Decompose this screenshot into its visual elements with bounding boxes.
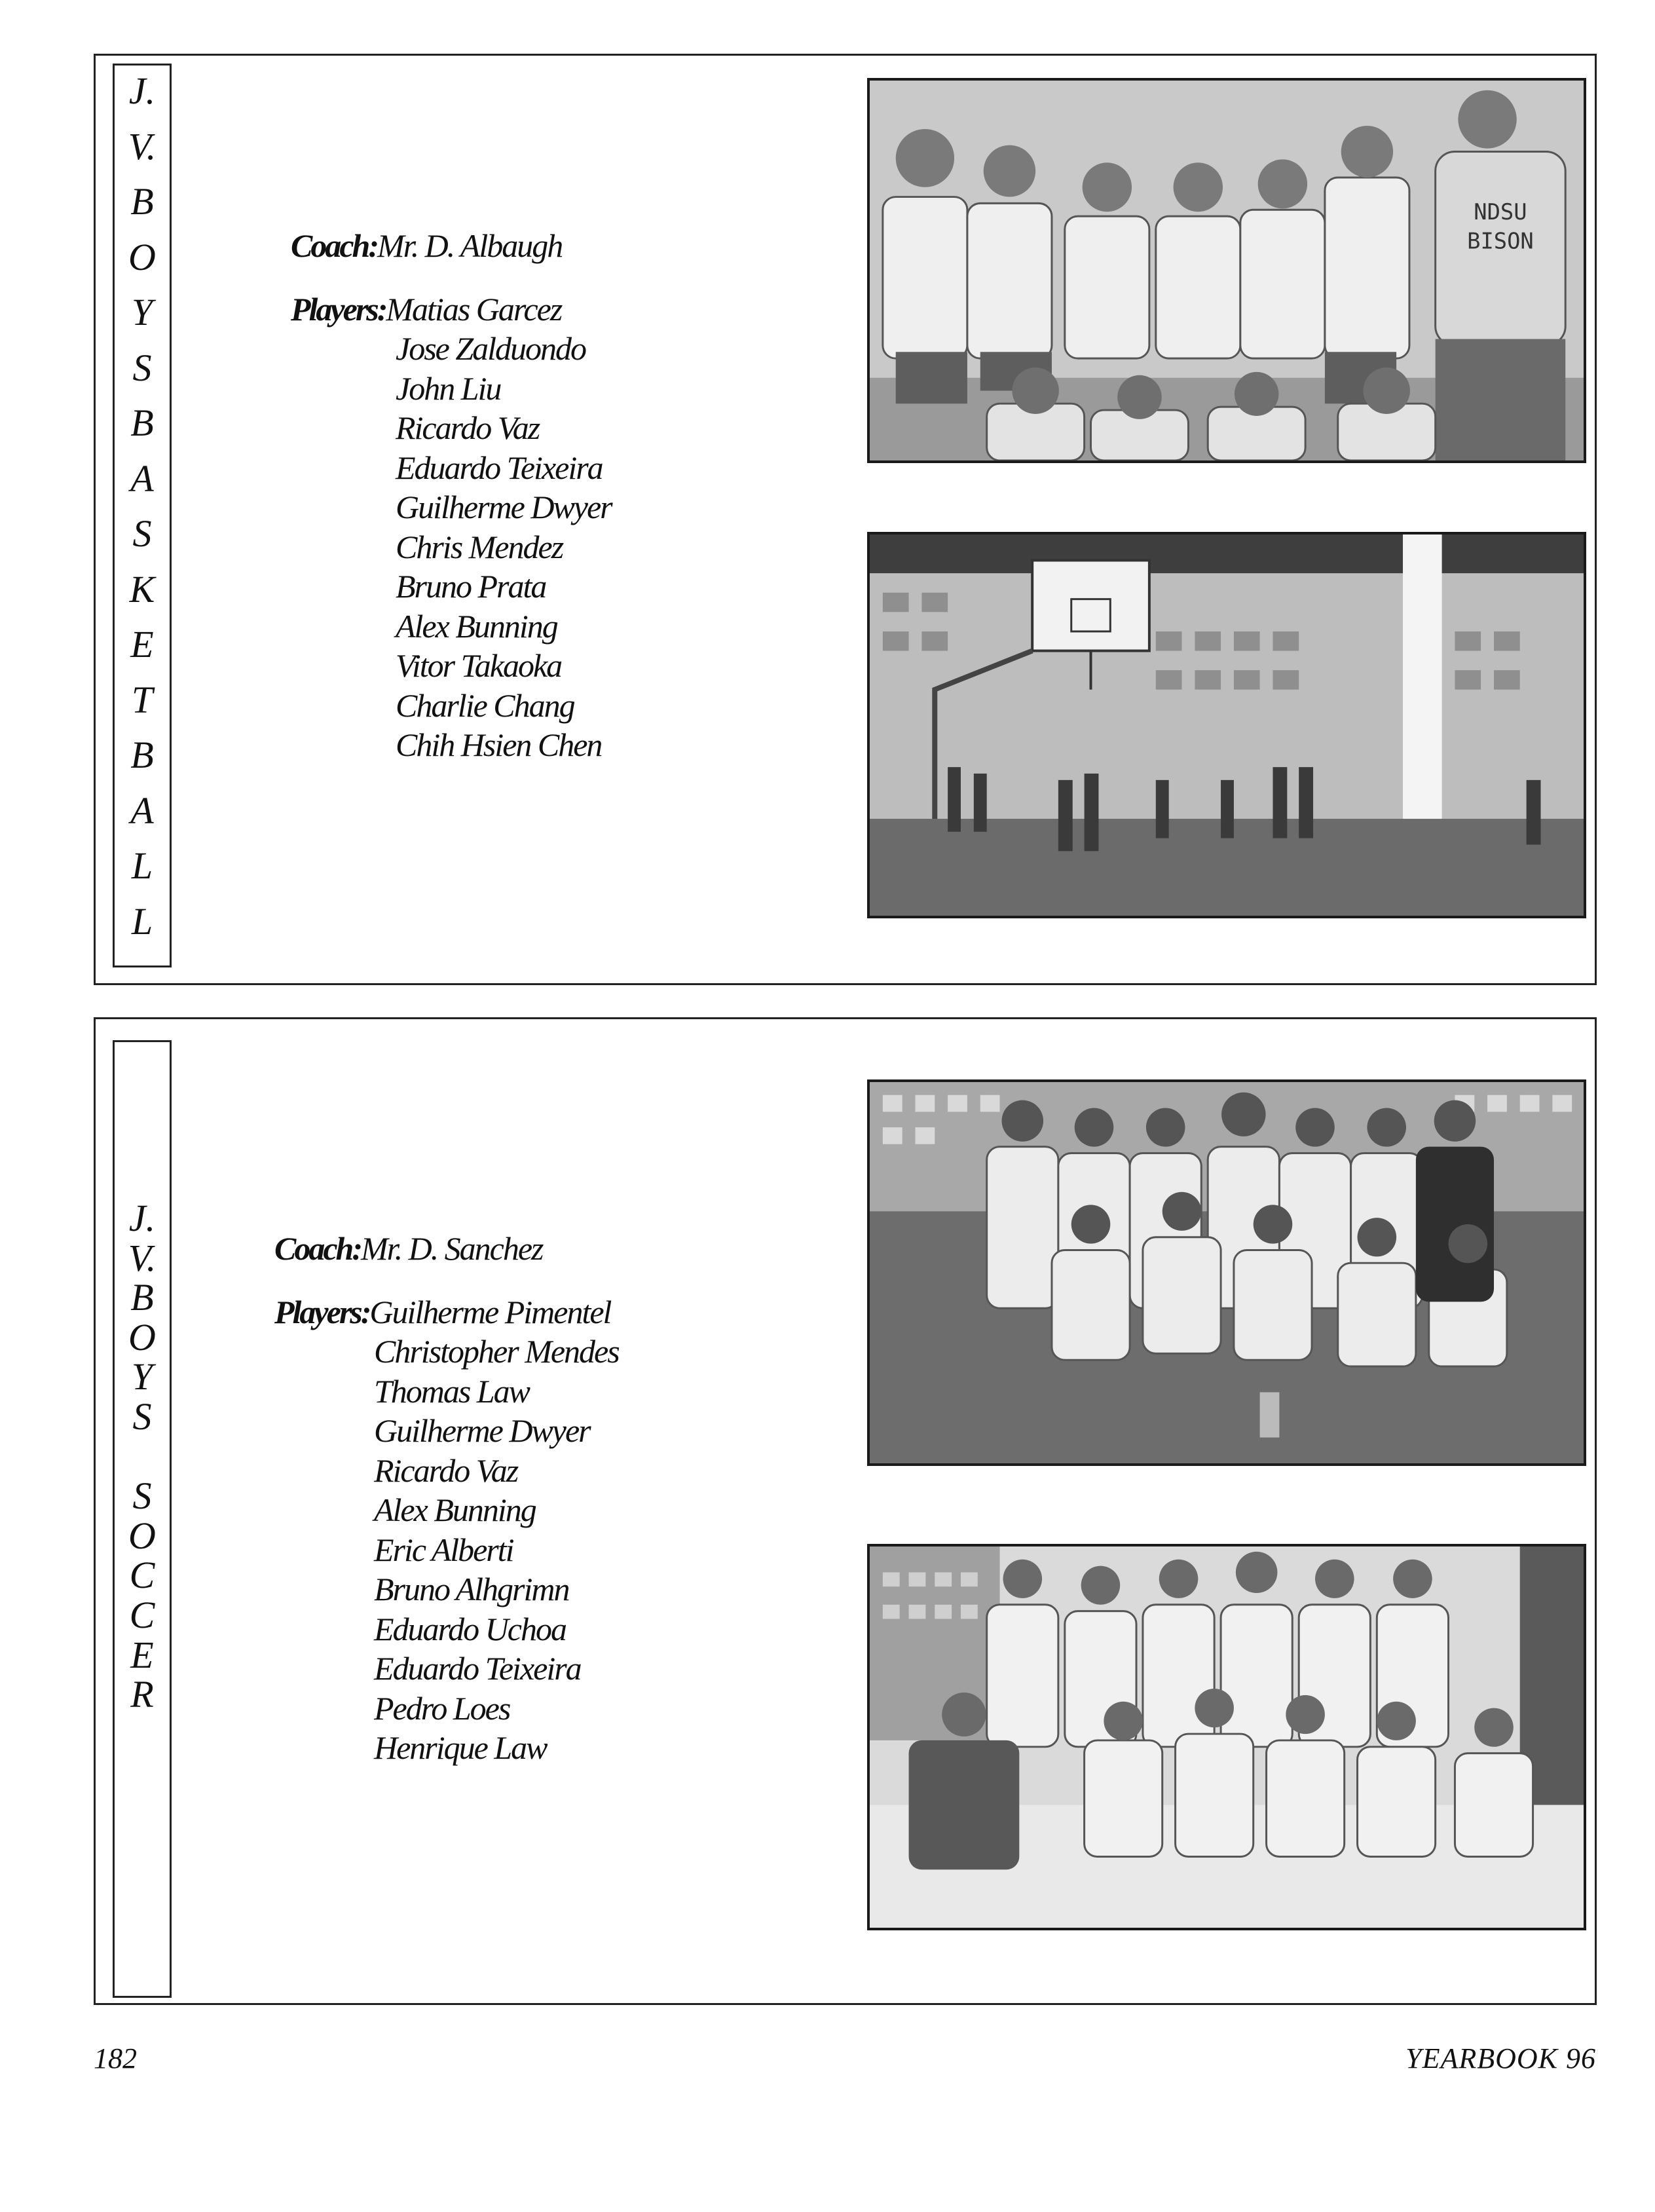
player-list-continued xyxy=(274,1332,619,1768)
player-name: Eduardo Teixeira xyxy=(396,449,603,486)
player-name: John Liu xyxy=(396,369,501,407)
title-letter: A xyxy=(130,457,154,500)
title-letter: S xyxy=(132,512,152,555)
basketball-court-photo-image xyxy=(870,534,1584,916)
players-line xyxy=(291,290,612,329)
title-letter: T xyxy=(131,678,153,721)
soccer-team-photo-outdoor-image xyxy=(870,1547,1584,1928)
title-letter: O xyxy=(128,1315,156,1359)
page-number: 182 xyxy=(94,2042,137,2074)
player-name: Ricardo Vaz xyxy=(374,1452,518,1489)
player-name: Guilherme Dwyer xyxy=(374,1412,590,1449)
player-name: Eric Alberti xyxy=(374,1531,513,1568)
title-letter: E xyxy=(130,623,154,666)
title-letter: Y xyxy=(131,1355,153,1398)
player-name: Guilherme Pimentel xyxy=(369,1293,611,1330)
player-name: Thomas Law xyxy=(374,1372,530,1410)
player-list xyxy=(386,290,561,329)
soccer-roster xyxy=(274,1229,619,1768)
basketball-team-photo xyxy=(867,78,1586,463)
title-letter: K xyxy=(129,567,155,610)
yearbook-label: YEARBOOK 96 xyxy=(1405,2042,1596,2074)
soccer-team-photo-indoor-image xyxy=(870,1082,1584,1463)
title-letter: E xyxy=(130,1633,154,1676)
player-list xyxy=(369,1292,610,1332)
shirt-text-line: BISON xyxy=(1467,228,1534,254)
title-letter: C xyxy=(129,1593,155,1636)
player-name: Charlie Chang xyxy=(396,686,574,724)
title-letter: O xyxy=(128,235,156,278)
title-letter: C xyxy=(129,1554,155,1597)
title-letter: B xyxy=(130,402,154,445)
title-letter: O xyxy=(128,1514,156,1557)
player-name: Guilherme Dwyer xyxy=(396,489,612,525)
basketball-roster xyxy=(291,226,612,765)
title-letter: J. xyxy=(128,1197,156,1239)
player-name: Chris Mendez xyxy=(396,528,563,565)
player-name: Christopher Mendes xyxy=(374,1333,619,1370)
player-list-continued xyxy=(291,329,612,765)
player-name: Pedro Loes xyxy=(374,1689,510,1727)
basketball-court-photo xyxy=(867,532,1586,918)
title-letter: R xyxy=(130,1673,154,1716)
basketball-vertical-title xyxy=(113,64,172,967)
title-letter: S xyxy=(132,1395,152,1438)
coach-name: Mr. D. Albaugh xyxy=(377,227,563,264)
player-name: Ricardo Vaz xyxy=(396,409,540,446)
coach-name: Mr. D. Sanchez xyxy=(361,1230,543,1267)
player-name: Alex Bunning xyxy=(374,1491,536,1528)
title-letter: S xyxy=(132,346,152,389)
coach-label: Coach: xyxy=(291,227,377,264)
soccer-vertical-title xyxy=(113,1040,172,1998)
title-letter: B xyxy=(130,734,154,777)
title-letter: J. xyxy=(128,69,156,112)
coach-label: Coach: xyxy=(274,1230,361,1267)
title-letter: B xyxy=(130,1276,154,1319)
player-name: Chih Hsien Chen xyxy=(396,726,602,763)
player-name: Jose Zalduondo xyxy=(396,330,586,367)
soccer-section xyxy=(94,1017,1597,2005)
player-name: Alex Bunning xyxy=(396,607,557,645)
player-name: Eduardo Teixeira xyxy=(374,1650,581,1687)
basketball-section xyxy=(94,54,1597,985)
shirt-text-line: NDSU xyxy=(1474,199,1527,225)
player-name: Bruno Alhgrimn xyxy=(374,1571,569,1607)
title-letter: L xyxy=(131,899,153,943)
player-name: Eduardo Uchoa xyxy=(374,1610,566,1647)
title-letter: A xyxy=(130,789,154,832)
players-line xyxy=(274,1292,619,1332)
players-label: Players: xyxy=(291,290,386,328)
title-letter: L xyxy=(131,844,153,888)
title-letter: S xyxy=(132,1474,152,1518)
player-name: Bruno Prata xyxy=(396,568,546,605)
coach-line xyxy=(291,226,612,266)
player-name: Henrique Law xyxy=(374,1729,547,1766)
soccer-team-photo-outdoor xyxy=(867,1544,1586,1930)
players-label: Players: xyxy=(274,1293,370,1330)
title-letter: V. xyxy=(128,1236,157,1279)
title-letter: V. xyxy=(128,124,157,168)
title-letter: Y xyxy=(131,291,153,334)
soccer-team-photo-indoor xyxy=(867,1079,1586,1466)
player-name: Matias Garcez xyxy=(386,290,562,328)
player-name: Vitor Takaoka xyxy=(396,647,562,684)
title-letter: B xyxy=(130,180,154,223)
coach-line xyxy=(274,1229,619,1269)
basketball-team-photo-image xyxy=(870,81,1584,460)
